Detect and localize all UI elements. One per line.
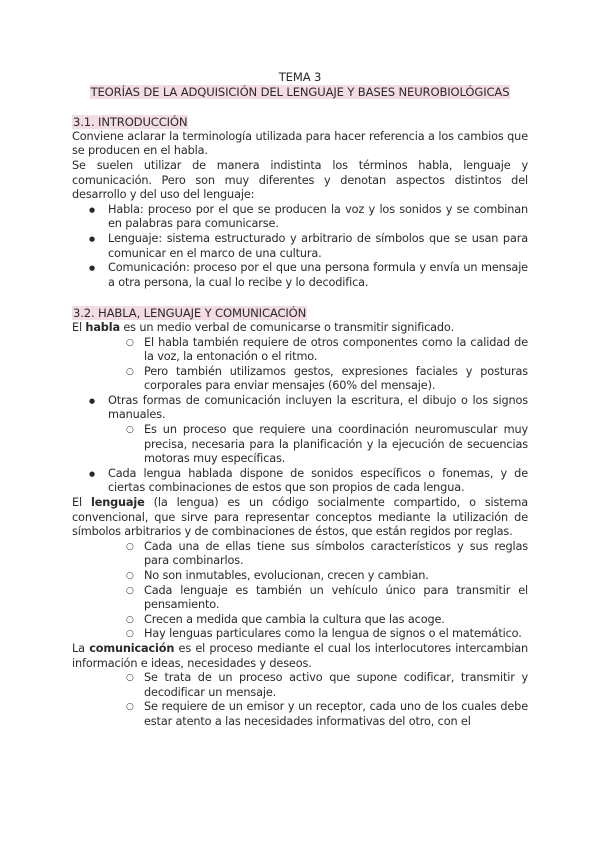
list-item: ○ Cada lenguaje es también un vehículo único para transmitir el pensamiento. (144, 584, 528, 613)
section-heading-habla-lenguaje (72, 306, 528, 321)
list-item: ○ No son inmutables, evolucionan, crecen y cambian. (144, 569, 528, 584)
list-item: ○ Es un proceso que requiere una coordinación neuromuscular muy precisa, necesaria para la planificación y la ejecución de secuencias motoras muy específicas. (144, 423, 528, 467)
document-title (72, 85, 528, 100)
list-item: ○ El habla también requiere de otros componentes como la calidad de la voz, la entonación o el ritmo. (144, 336, 528, 365)
list-item: ○ Cada una de ellas tiene sus símbolos característicos y sus reglas para combinarlos. (144, 540, 528, 569)
lenguaje-term: lenguaje (90, 496, 145, 510)
comunicacion-paragraph (72, 642, 528, 671)
habla-paragraph (72, 321, 528, 336)
habla-post: es un medio verbal de comunicarse o transmitir significado. (119, 320, 454, 334)
habla-sublist (144, 336, 528, 394)
comunicacion-term: comunicación (89, 641, 175, 655)
habla-bullet-1-text: Otras formas de comunicación incluyen la escritura, el dibujo o los signos manuales. (108, 393, 528, 422)
lenguaje-sublist (144, 540, 528, 642)
comunicacion-sublist (144, 671, 528, 729)
list-item: ● Comunicación: proceso por el que una persona formula y envía un mensaje a otra persona, la cual lo recibe y lo decodifica. (108, 261, 528, 290)
list-item: ○ Se trata de un proceso activo que supone codificar, transmitir y decodificar un mensaje. (144, 671, 528, 700)
habla-bullet-1-sublist (144, 423, 528, 467)
definitions-list (72, 203, 528, 291)
list-item: ● Habla: proceso por el que se producen la voz y los sonidos y se combinan en palabras para comunicarse. (108, 203, 528, 232)
list-item: ● Lenguaje: sistema estructurado y arbitrario de símbolos que se usan para comunicar en el marco de una cultura. (108, 232, 528, 261)
intro-paragraph-2: Se suelen utilizar de manera indistinta los términos habla, lenguaje y comunicación. Pero son muy diferentes y denotan aspectos distintos del desarrollo y del uso del lenguaje: (72, 158, 528, 202)
section-heading-habla-lenguaje-text: 3.2. HABLA, LENGUAJE Y COMUNICACIÓN (73, 306, 307, 321)
list-item: ○ Pero también utilizamos gestos, expresiones faciales y posturas corporales para enviar mensajes (60% del mensaje). (144, 365, 528, 394)
list-item: ○ Se requiere de un emisor y un receptor, cada uno de los cuales debe estar atento a las necesidades informativas del otro, con el (144, 700, 528, 729)
tema-label: TEMA 3 (278, 70, 322, 84)
habla-bullets (72, 394, 528, 496)
list-item: ● Cada lengua hablada dispone de sonidos específicos o fonemas, y de ciertas combinaciones de estos que son propios de cada lengua. (108, 467, 528, 496)
habla-pre: El (72, 320, 86, 334)
comunicacion-post: es el proceso mediante el cual los interlocutores intercambian información e ideas, necesidades y deseos. (72, 641, 528, 670)
lenguaje-pre: El (72, 496, 91, 510)
intro-paragraph-1: Conviene aclarar la terminología utilizada para hacer referencia a los cambios que se producen en el habla. (72, 129, 528, 158)
list-item: ○ Hay lenguas particulares como la lengua de signos o el matemático. (144, 627, 528, 642)
lenguaje-post: (la lengua) es un código socialmente compartido, o sistema convencional, que sirve para representar conceptos mediante la utilización de símbolos arbitrarios y de combinaciones de éstos, que están regidos por reglas. (72, 496, 528, 539)
section-heading-introduccion (72, 115, 528, 130)
habla-term: habla (85, 320, 120, 334)
document-title-text: TEORÍAS DE LA ADQUISICIÓN DEL LENGUAJE Y BASES NEUROBIOLÓGICAS (90, 84, 510, 99)
lenguaje-paragraph (72, 496, 528, 540)
comunicacion-pre: La (72, 641, 90, 655)
list-item: ○ Crecen a medida que cambia la cultura que las acoge. (144, 613, 528, 628)
list-item (108, 394, 528, 467)
section-heading-introduccion-text: 3.1. INTRODUCCIÓN (73, 115, 188, 130)
